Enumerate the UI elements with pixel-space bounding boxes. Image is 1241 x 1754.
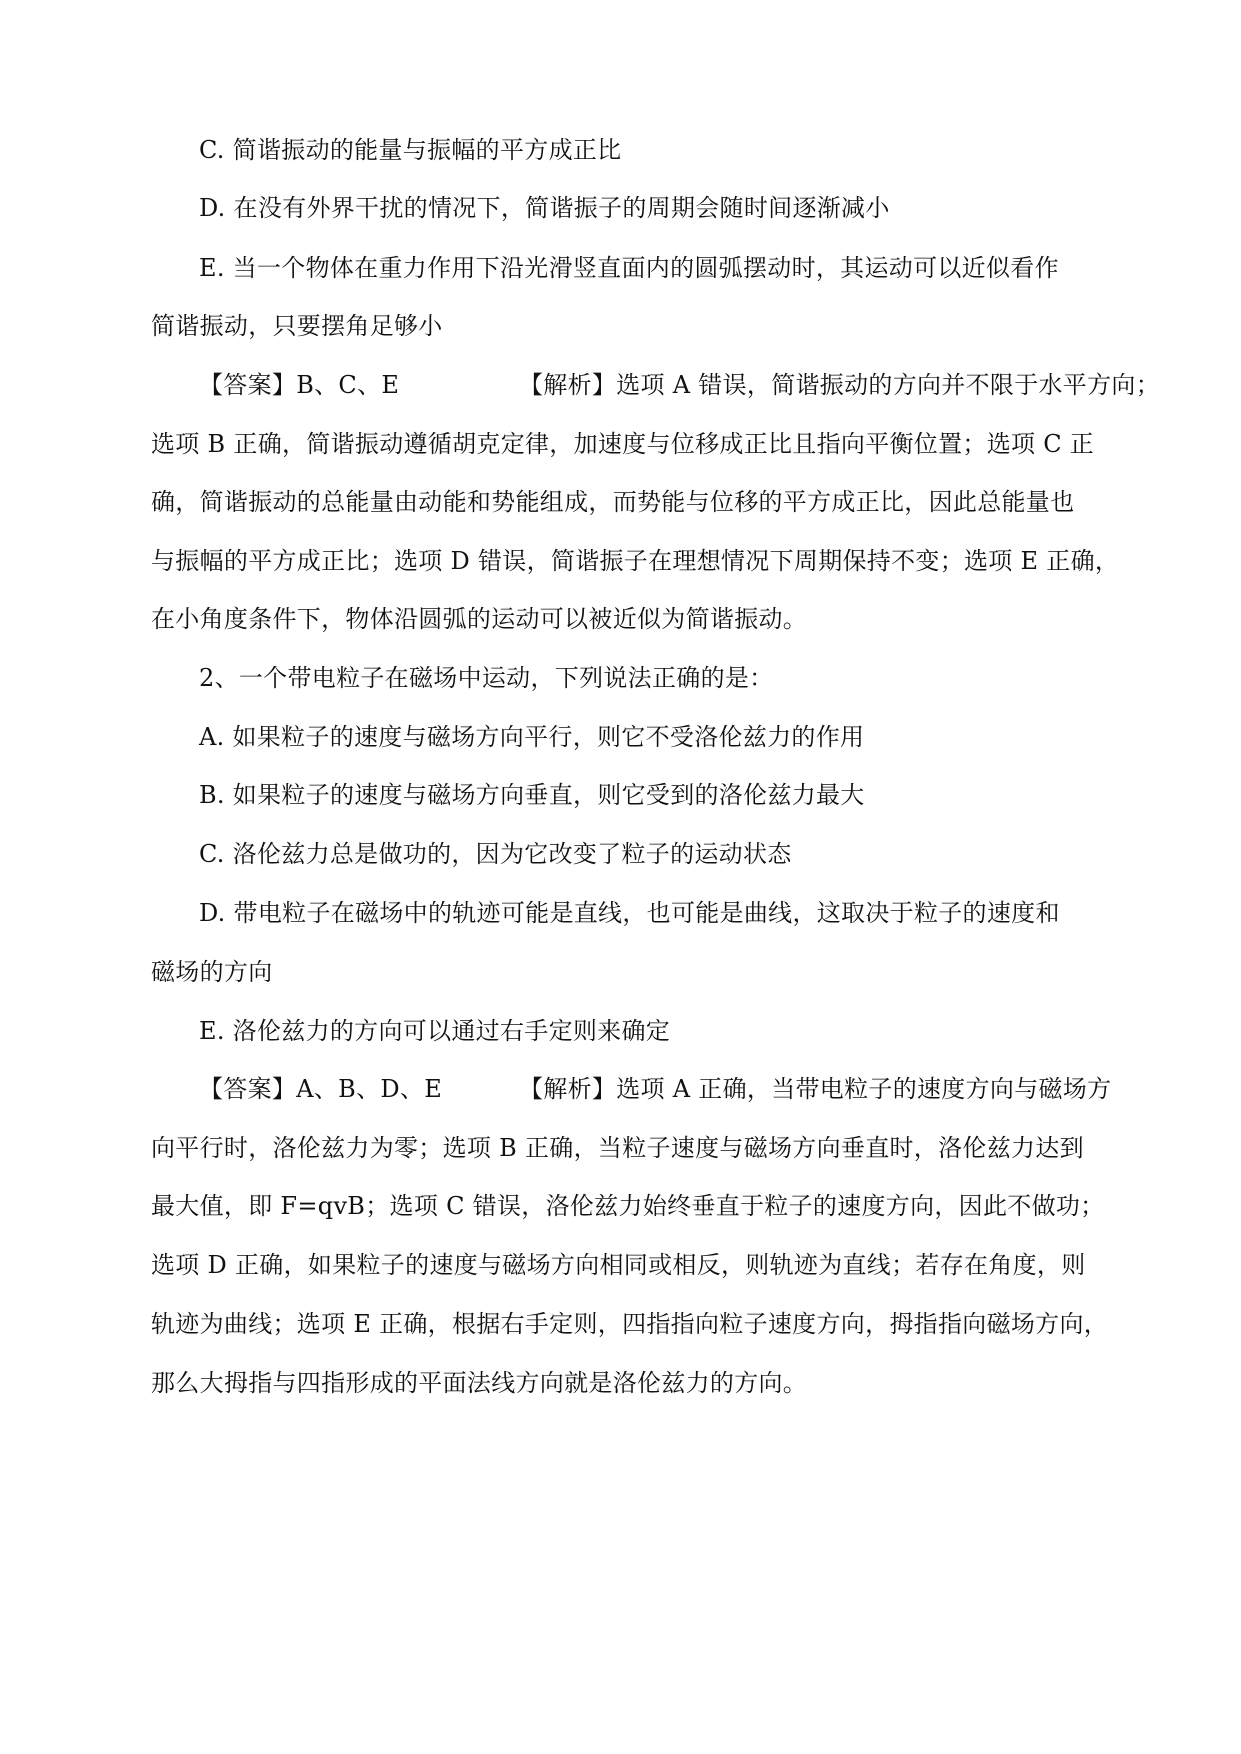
q2-option-d-line2: 磁场的方向	[151, 958, 273, 986]
q2-analysis-line: 那么大拇指与四指形成的平面法线方向就是洛伦兹力的方向。	[151, 1369, 808, 1397]
q1-analysis-line: 在小角度条件下，物体沿圆弧的运动可以被近似为简谐振动。	[151, 605, 808, 633]
q2-analysis-line: 向平行时，洛伦兹力为零；选项 B 正确，当粒子速度与磁场方向垂直时，洛伦兹力达到	[151, 1134, 1084, 1162]
q2-option-b: B. 如果粒子的速度与磁场方向垂直，则它受到的洛伦兹力最大	[199, 781, 865, 809]
q2-answer: 【答案】A、B、D、E	[199, 1075, 443, 1103]
q2-option-e: E. 洛伦兹力的方向可以通过右手定则来确定	[199, 1017, 671, 1045]
q1-answer-line	[199, 369, 1160, 401]
q2-option-d-line1: D. 带电粒子在磁场中的轨迹可能是直线，也可能是曲线，这取决于粒子的速度和	[199, 899, 1060, 927]
q1-analysis-line: 与振幅的平方成正比；选项 D 错误，简谐振子在理想情况下周期保持不变；选项 E 正确，	[151, 547, 1120, 575]
q1-option-d: D. 在没有外界干扰的情况下，简谐振子的周期会随时间逐渐减小	[199, 194, 890, 222]
q2-answer-line	[199, 1073, 1112, 1105]
q1-option-c: C. 简谐振动的能量与振幅的平方成正比	[199, 136, 622, 164]
q2-analysis-line: 选项 D 正确，如果粒子的速度与磁场方向相同或相反，则轨迹为直线；若存在角度，则	[151, 1251, 1086, 1279]
q2-analysis-line: 轨迹为曲线；选项 E 正确，根据右手定则，四指指向粒子速度方向，拇指指向磁场方向，	[151, 1310, 1109, 1338]
q2-option-c: C. 洛伦兹力总是做功的，因为它改变了粒子的运动状态	[199, 840, 792, 868]
q1-analysis-line: 选项 B 正确，简谐振动遵循胡克定律，加速度与位移成正比且指向平衡位置；选项 C 正	[151, 430, 1095, 458]
q1-analysis-start: 【解析】选项 A 错误，简谐振动的方向并不限于水平方向；	[519, 371, 1160, 399]
q2-analysis-line: 最大值，即 F=qvB；选项 C 错误，洛伦兹力始终垂直于粒子的速度方向，因此不做功；	[151, 1192, 1105, 1220]
q1-option-e-line1: E. 当一个物体在重力作用下沿光滑竖直面内的圆弧摆动时，其运动可以近似看作	[199, 254, 1059, 282]
q2-stem: 2、一个带电粒子在磁场中运动，下列说法正确的是：	[199, 664, 774, 692]
q1-analysis-line: 确，简谐振动的总能量由动能和势能组成，而势能与位移的平方成正比，因此总能量也	[151, 488, 1075, 516]
q1-answer: 【答案】B、C、E	[199, 371, 400, 399]
q2-option-a: A. 如果粒子的速度与磁场方向平行，则它不受洛伦兹力的作用	[199, 723, 865, 751]
q1-option-e-line2: 简谐振动，只要摆角足够小	[151, 312, 443, 340]
q2-analysis-start: 【解析】选项 A 正确，当带电粒子的速度方向与磁场方	[519, 1075, 1112, 1103]
